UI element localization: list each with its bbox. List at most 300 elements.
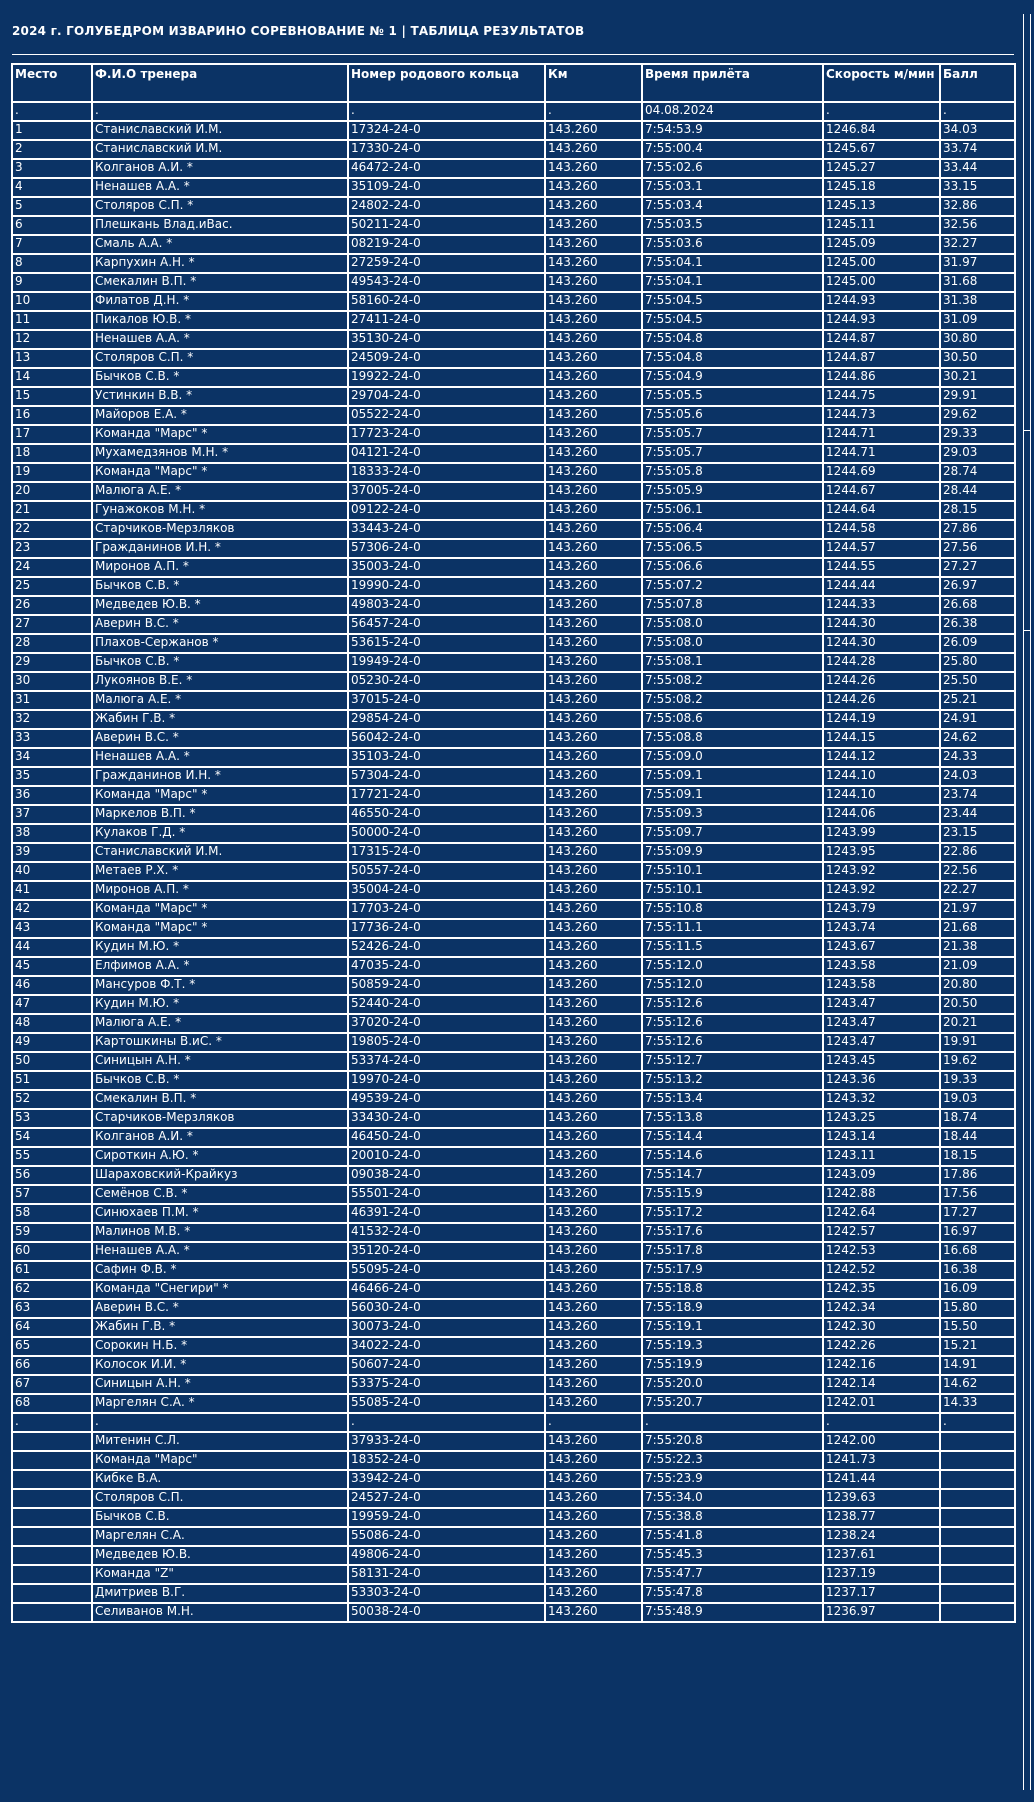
cell-score: 21.97 <box>940 900 1015 919</box>
table-row <box>12 1337 1015 1356</box>
cell-trainer: Митенин С.Л. <box>92 1432 348 1451</box>
cell-speed: 1242.53 <box>823 1242 940 1261</box>
table-row <box>12 1375 1015 1394</box>
cell-speed: 1244.19 <box>823 710 940 729</box>
cell-trainer: Бычков С.В. * <box>92 368 348 387</box>
cell-place: 67 <box>12 1375 92 1394</box>
cell-speed: 1243.58 <box>823 957 940 976</box>
cell-speed: 1242.14 <box>823 1375 940 1394</box>
cell-arrival-time: 7:55:18.8 <box>642 1280 823 1299</box>
table-row <box>12 634 1015 653</box>
cell-ring-number: 24802-24-0 <box>348 197 545 216</box>
cell-trainer: Синицын А.Н. * <box>92 1375 348 1394</box>
cell-speed: 1244.75 <box>823 387 940 406</box>
cell-trainer: Столяров С.П. <box>92 1489 348 1508</box>
cell-score <box>940 1489 1015 1508</box>
cell-ring-number: 18333-24-0 <box>348 463 545 482</box>
table-row <box>12 995 1015 1014</box>
cell-km: 143.260 <box>545 976 642 995</box>
table-row <box>12 520 1015 539</box>
cell-place: 65 <box>12 1337 92 1356</box>
cell-arrival-time: 7:55:08.0 <box>642 634 823 653</box>
cell-speed: 1237.19 <box>823 1565 940 1584</box>
cell-place: 27 <box>12 615 92 634</box>
cell-score <box>940 1432 1015 1451</box>
cell-km: 143.260 <box>545 558 642 577</box>
cell-arrival-time: 7:55:08.8 <box>642 729 823 748</box>
cell-km: . <box>545 102 642 121</box>
cell-speed: 1244.12 <box>823 748 940 767</box>
cell-score: 31.09 <box>940 311 1015 330</box>
header-score: Балл <box>940 64 1015 102</box>
cell-ring-number: . <box>348 1413 545 1432</box>
cell-place: 35 <box>12 767 92 786</box>
cell-km: 143.260 <box>545 235 642 254</box>
cell-arrival-time: 7:55:12.6 <box>642 1014 823 1033</box>
cell-km: 143.260 <box>545 1356 642 1375</box>
table-row <box>12 615 1015 634</box>
header-arrival-time: Время прилёта <box>642 64 823 102</box>
cell-score: 18.74 <box>940 1109 1015 1128</box>
cell-speed: 1244.86 <box>823 368 940 387</box>
cell-score: 19.03 <box>940 1090 1015 1109</box>
cell-score: 31.97 <box>940 254 1015 273</box>
cell-arrival-time: 7:55:12.0 <box>642 957 823 976</box>
cell-speed: 1243.92 <box>823 862 940 881</box>
cell-ring-number: 33942-24-0 <box>348 1470 545 1489</box>
results-table <box>11 63 1016 1623</box>
cell-trainer: Пикалов Ю.В. * <box>92 311 348 330</box>
cell-km: 143.260 <box>545 615 642 634</box>
cell-ring-number: 46391-24-0 <box>348 1204 545 1223</box>
cell-place: 18 <box>12 444 92 463</box>
table-row <box>12 140 1015 159</box>
cell-score: 18.15 <box>940 1147 1015 1166</box>
cell-km: 143.260 <box>545 824 642 843</box>
cell-score: 26.68 <box>940 596 1015 615</box>
table-row <box>12 121 1015 140</box>
cell-place: 46 <box>12 976 92 995</box>
cell-arrival-time: 7:55:06.4 <box>642 520 823 539</box>
cell-place: 48 <box>12 1014 92 1033</box>
cell-place <box>12 1432 92 1451</box>
cell-arrival-time: 7:55:13.4 <box>642 1090 823 1109</box>
cell-trainer: Аверин В.С. * <box>92 615 348 634</box>
cell-km: 143.260 <box>545 596 642 615</box>
cell-ring-number: 46466-24-0 <box>348 1280 545 1299</box>
cell-ring-number: 17315-24-0 <box>348 843 545 862</box>
cell-score: 24.91 <box>940 710 1015 729</box>
cell-arrival-time: 7:55:09.1 <box>642 767 823 786</box>
cell-speed: 1243.32 <box>823 1090 940 1109</box>
cell-place: 42 <box>12 900 92 919</box>
cell-ring-number: 47035-24-0 <box>348 957 545 976</box>
cell-km: 143.260 <box>545 805 642 824</box>
cell-speed: 1243.47 <box>823 995 940 1014</box>
cell-ring-number: 17324-24-0 <box>348 121 545 140</box>
cell-speed: 1245.27 <box>823 159 940 178</box>
cell-trainer: Сафин Ф.В. * <box>92 1261 348 1280</box>
cell-place: 38 <box>12 824 92 843</box>
scrollbar-divider <box>1024 630 1030 631</box>
cell-arrival-time: 7:55:08.2 <box>642 672 823 691</box>
cell-score: 16.97 <box>940 1223 1015 1242</box>
cell-trainer: Гражданинов И.Н. * <box>92 767 348 786</box>
cell-place: 58 <box>12 1204 92 1223</box>
cell-place: 39 <box>12 843 92 862</box>
cell-speed: 1243.58 <box>823 976 940 995</box>
cell-km: . <box>545 1413 642 1432</box>
cell-ring-number: 29854-24-0 <box>348 710 545 729</box>
cell-ring-number: 50000-24-0 <box>348 824 545 843</box>
cell-trainer: Смекалин В.П. * <box>92 1090 348 1109</box>
table-row <box>12 862 1015 881</box>
table-row <box>12 1299 1015 1318</box>
cell-ring-number: 05522-24-0 <box>348 406 545 425</box>
cell-score: 17.56 <box>940 1185 1015 1204</box>
table-row <box>12 1432 1015 1451</box>
cell-score: 31.68 <box>940 273 1015 292</box>
cell-arrival-time: 7:55:04.9 <box>642 368 823 387</box>
cell-place: 9 <box>12 273 92 292</box>
cell-trainer: Жабин Г.В. * <box>92 1318 348 1337</box>
cell-trainer: Аверин В.С. * <box>92 1299 348 1318</box>
cell-trainer: Малюга А.Е. * <box>92 691 348 710</box>
cell-score: 30.21 <box>940 368 1015 387</box>
cell-score: 28.44 <box>940 482 1015 501</box>
cell-arrival-time: 7:55:04.5 <box>642 311 823 330</box>
cell-ring-number: 35130-24-0 <box>348 330 545 349</box>
cell-place: 59 <box>12 1223 92 1242</box>
table-row <box>12 1109 1015 1128</box>
cell-place: 64 <box>12 1318 92 1337</box>
cell-arrival-time: 7:55:03.1 <box>642 178 823 197</box>
table-row <box>12 577 1015 596</box>
cell-km: 143.260 <box>545 1280 642 1299</box>
cell-score: 34.03 <box>940 121 1015 140</box>
cell-km: 143.260 <box>545 957 642 976</box>
cell-km: 143.260 <box>545 672 642 691</box>
cell-km: 143.260 <box>545 577 642 596</box>
cell-arrival-time: 7:55:48.9 <box>642 1603 823 1622</box>
cell-km: 143.260 <box>545 1508 642 1527</box>
cell-score: 28.74 <box>940 463 1015 482</box>
right-scrollbar-frame[interactable] <box>1023 14 1031 1790</box>
cell-speed: 1243.47 <box>823 1033 940 1052</box>
cell-trainer: Команда "Марс" * <box>92 900 348 919</box>
cell-score: 16.09 <box>940 1280 1015 1299</box>
cell-trainer: Жабин Г.В. * <box>92 710 348 729</box>
cell-ring-number: 50859-24-0 <box>348 976 545 995</box>
cell-trainer: Медведев Ю.В. * <box>92 596 348 615</box>
cell-arrival-time: 7:55:15.9 <box>642 1185 823 1204</box>
cell-place: 40 <box>12 862 92 881</box>
table-row <box>12 1052 1015 1071</box>
cell-speed: 1242.57 <box>823 1223 940 1242</box>
cell-km: 143.260 <box>545 1014 642 1033</box>
cell-arrival-time: 7:55:20.7 <box>642 1394 823 1413</box>
table-row <box>12 976 1015 995</box>
cell-speed: 1241.73 <box>823 1451 940 1470</box>
cell-ring-number: 04121-24-0 <box>348 444 545 463</box>
cell-arrival-time: 7:55:18.9 <box>642 1299 823 1318</box>
cell-ring-number: 33430-24-0 <box>348 1109 545 1128</box>
cell-km: 143.260 <box>545 1204 642 1223</box>
cell-score: 32.86 <box>940 197 1015 216</box>
cell-trainer: Шараховский-Крайкуз <box>92 1166 348 1185</box>
cell-km: 143.260 <box>545 786 642 805</box>
cell-place: 15 <box>12 387 92 406</box>
cell-ring-number: 50607-24-0 <box>348 1356 545 1375</box>
cell-speed: 1242.00 <box>823 1432 940 1451</box>
cell-place: 24 <box>12 558 92 577</box>
cell-km: 143.260 <box>545 881 642 900</box>
table-row <box>12 1603 1015 1622</box>
header-ring-number: Номер родового кольца <box>348 64 545 102</box>
cell-arrival-time: 7:55:03.6 <box>642 235 823 254</box>
table-header-row <box>12 64 1015 102</box>
cell-place: 63 <box>12 1299 92 1318</box>
cell-trainer: Селиванов М.Н. <box>92 1603 348 1622</box>
cell-place: 62 <box>12 1280 92 1299</box>
cell-speed: . <box>823 102 940 121</box>
cell-speed: 1244.71 <box>823 444 940 463</box>
cell-km: 143.260 <box>545 1527 642 1546</box>
table-row <box>12 1318 1015 1337</box>
scrollbar-divider <box>1024 430 1030 431</box>
cell-score <box>940 1603 1015 1622</box>
cell-arrival-time: 7:55:05.7 <box>642 444 823 463</box>
cell-arrival-time: 7:55:05.8 <box>642 463 823 482</box>
cell-ring-number: 18352-24-0 <box>348 1451 545 1470</box>
cell-km: 143.260 <box>545 919 642 938</box>
cell-ring-number: 08219-24-0 <box>348 235 545 254</box>
table-row <box>12 1565 1015 1584</box>
cell-speed: 1243.79 <box>823 900 940 919</box>
cell-trainer: Малюга А.Е. * <box>92 482 348 501</box>
table-row <box>12 1508 1015 1527</box>
cell-ring-number: 17703-24-0 <box>348 900 545 919</box>
cell-score: 25.21 <box>940 691 1015 710</box>
cell-ring-number: 35109-24-0 <box>348 178 545 197</box>
cell-score: 33.15 <box>940 178 1015 197</box>
cell-arrival-time: 7:55:17.6 <box>642 1223 823 1242</box>
cell-place: 28 <box>12 634 92 653</box>
cell-ring-number: 55501-24-0 <box>348 1185 545 1204</box>
cell-arrival-time: 7:55:19.3 <box>642 1337 823 1356</box>
cell-ring-number: 57304-24-0 <box>348 767 545 786</box>
cell-place: 5 <box>12 197 92 216</box>
cell-ring-number: . <box>348 102 545 121</box>
cell-trainer: Старчиков-Мерзляков <box>92 1109 348 1128</box>
table-row <box>12 653 1015 672</box>
cell-trainer: Команда "Марс" * <box>92 425 348 444</box>
cell-score: 33.44 <box>940 159 1015 178</box>
table-row <box>12 463 1015 482</box>
cell-km: 143.260 <box>545 1318 642 1337</box>
cell-km: 143.260 <box>545 1299 642 1318</box>
cell-score: 19.62 <box>940 1052 1015 1071</box>
cell-speed: 1242.88 <box>823 1185 940 1204</box>
cell-arrival-time: 7:55:20.0 <box>642 1375 823 1394</box>
table-row <box>12 805 1015 824</box>
cell-score: 29.33 <box>940 425 1015 444</box>
header-speed: Скорость м/мин <box>823 64 940 102</box>
table-row <box>12 254 1015 273</box>
cell-speed: 1244.30 <box>823 615 940 634</box>
table-row <box>12 1185 1015 1204</box>
cell-arrival-time: 7:55:41.8 <box>642 1527 823 1546</box>
header-km: Км <box>545 64 642 102</box>
cell-arrival-time: 7:55:06.5 <box>642 539 823 558</box>
cell-km: 143.260 <box>545 140 642 159</box>
cell-place <box>12 1603 92 1622</box>
cell-speed: 1242.64 <box>823 1204 940 1223</box>
cell-ring-number: 49539-24-0 <box>348 1090 545 1109</box>
cell-ring-number: 09122-24-0 <box>348 501 545 520</box>
cell-score <box>940 1508 1015 1527</box>
title-divider <box>12 54 1014 55</box>
cell-trainer: Аверин В.С. * <box>92 729 348 748</box>
table-row <box>12 1071 1015 1090</box>
cell-arrival-time: 7:55:09.0 <box>642 748 823 767</box>
table-row <box>12 539 1015 558</box>
cell-km: 143.260 <box>545 159 642 178</box>
cell-ring-number: 52440-24-0 <box>348 995 545 1014</box>
cell-speed: 1242.52 <box>823 1261 940 1280</box>
cell-speed: 1244.64 <box>823 501 940 520</box>
cell-trainer: Смаль А.А. * <box>92 235 348 254</box>
cell-trainer: . <box>92 1413 348 1432</box>
cell-arrival-time: 7:55:47.8 <box>642 1584 823 1603</box>
cell-speed: 1244.26 <box>823 672 940 691</box>
cell-trainer: . <box>92 102 348 121</box>
table-row <box>12 1014 1015 1033</box>
cell-place: 3 <box>12 159 92 178</box>
cell-trainer: Дмитриев В.Г. <box>92 1584 348 1603</box>
cell-speed: 1245.18 <box>823 178 940 197</box>
cell-km: 143.260 <box>545 710 642 729</box>
cell-trainer: Ненашев А.А. * <box>92 178 348 197</box>
cell-ring-number: 17736-24-0 <box>348 919 545 938</box>
cell-score: 30.50 <box>940 349 1015 368</box>
cell-place: 32 <box>12 710 92 729</box>
cell-ring-number: 19922-24-0 <box>348 368 545 387</box>
cell-place: 4 <box>12 178 92 197</box>
cell-ring-number: 24509-24-0 <box>348 349 545 368</box>
cell-trainer: Сорокин Н.Б. * <box>92 1337 348 1356</box>
cell-speed: 1242.01 <box>823 1394 940 1413</box>
cell-ring-number: 58131-24-0 <box>348 1565 545 1584</box>
page-title: 2024 г. ГОЛУБЕДРОМ ИЗВАРИНО СОРЕВНОВАНИЕ № 1 | ТАБЛИЦА РЕЗУЛЬТАТОВ <box>12 24 585 38</box>
cell-trainer: Гунажоков М.Н. * <box>92 501 348 520</box>
cell-place: 31 <box>12 691 92 710</box>
cell-ring-number: 49806-24-0 <box>348 1546 545 1565</box>
cell-score: 27.86 <box>940 520 1015 539</box>
cell-km: 143.260 <box>545 1394 642 1413</box>
cell-speed: 1243.99 <box>823 824 940 843</box>
cell-speed: 1245.00 <box>823 273 940 292</box>
cell-trainer: Малинов М.В. * <box>92 1223 348 1242</box>
table-row <box>12 957 1015 976</box>
cell-arrival-time: 7:55:17.9 <box>642 1261 823 1280</box>
cell-speed: 1244.55 <box>823 558 940 577</box>
cell-speed: 1244.30 <box>823 634 940 653</box>
cell-ring-number: 46550-24-0 <box>348 805 545 824</box>
cell-place: 51 <box>12 1071 92 1090</box>
cell-place: 19 <box>12 463 92 482</box>
table-row <box>12 197 1015 216</box>
cell-arrival-time: 7:55:14.7 <box>642 1166 823 1185</box>
cell-score: 24.62 <box>940 729 1015 748</box>
cell-ring-number: 50557-24-0 <box>348 862 545 881</box>
cell-score: 32.56 <box>940 216 1015 235</box>
cell-score: 25.50 <box>940 672 1015 691</box>
cell-speed: 1238.77 <box>823 1508 940 1527</box>
cell-score: 23.44 <box>940 805 1015 824</box>
cell-trainer: Мухамедзянов М.Н. * <box>92 444 348 463</box>
cell-place: 54 <box>12 1128 92 1147</box>
table-row <box>12 881 1015 900</box>
cell-score: 20.50 <box>940 995 1015 1014</box>
cell-place: 45 <box>12 957 92 976</box>
cell-km: 143.260 <box>545 463 642 482</box>
cell-place <box>12 1508 92 1527</box>
cell-place <box>12 1451 92 1470</box>
cell-arrival-time: 7:55:04.8 <box>642 349 823 368</box>
cell-ring-number: 35103-24-0 <box>348 748 545 767</box>
table-row <box>12 311 1015 330</box>
cell-score: 25.80 <box>940 653 1015 672</box>
cell-ring-number: 30073-24-0 <box>348 1318 545 1337</box>
cell-arrival-time: 7:55:04.1 <box>642 254 823 273</box>
table-row <box>12 1356 1015 1375</box>
cell-score <box>940 1527 1015 1546</box>
table-row <box>12 216 1015 235</box>
cell-place: 21 <box>12 501 92 520</box>
cell-ring-number: 52426-24-0 <box>348 938 545 957</box>
cell-place <box>12 1489 92 1508</box>
cell-km: 143.260 <box>545 1242 642 1261</box>
table-row <box>12 1223 1015 1242</box>
cell-km: 143.260 <box>545 1261 642 1280</box>
table-row <box>12 330 1015 349</box>
cell-arrival-time: 7:54:53.9 <box>642 121 823 140</box>
cell-place: 57 <box>12 1185 92 1204</box>
cell-speed: 1244.15 <box>823 729 940 748</box>
cell-arrival-time: 7:55:14.4 <box>642 1128 823 1147</box>
table-row <box>12 1527 1015 1546</box>
cell-arrival-time: 7:55:17.2 <box>642 1204 823 1223</box>
cell-arrival-time: 7:55:00.4 <box>642 140 823 159</box>
cell-ring-number: 17721-24-0 <box>348 786 545 805</box>
cell-arrival-time: 7:55:19.1 <box>642 1318 823 1337</box>
cell-ring-number: 56030-24-0 <box>348 1299 545 1318</box>
cell-score: 18.44 <box>940 1128 1015 1147</box>
cell-trainer: Команда "Марс" * <box>92 786 348 805</box>
cell-trainer: Бычков С.В. * <box>92 653 348 672</box>
cell-speed: 1245.00 <box>823 254 940 273</box>
cell-score: 23.15 <box>940 824 1015 843</box>
cell-km: 143.260 <box>545 1565 642 1584</box>
cell-score: 30.80 <box>940 330 1015 349</box>
cell-score <box>940 1584 1015 1603</box>
cell-ring-number: 27259-24-0 <box>348 254 545 273</box>
cell-km: 143.260 <box>545 1071 642 1090</box>
cell-place: 29 <box>12 653 92 672</box>
cell-trainer: Миронов А.П. * <box>92 881 348 900</box>
cell-place: 44 <box>12 938 92 957</box>
